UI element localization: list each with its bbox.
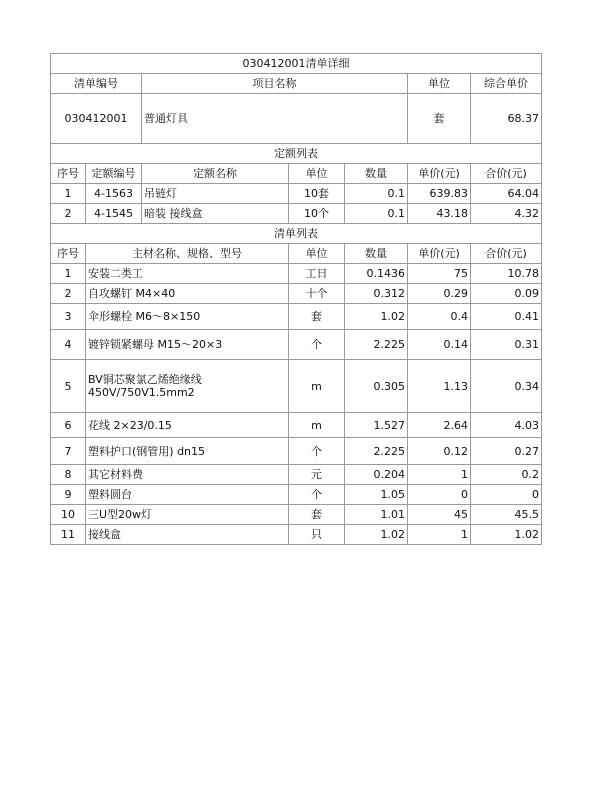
material-unit: 个 <box>289 438 345 465</box>
material-unit: 个 <box>289 330 345 360</box>
material-name: 伞形螺栓 M6～8×150 <box>86 304 289 330</box>
summary-header-price: 综合单价 <box>471 74 542 94</box>
quota-no: 1 <box>51 184 86 204</box>
material-total: 0.09 <box>471 284 542 304</box>
material-row <box>51 505 542 525</box>
material-no: 4 <box>51 330 86 360</box>
quota-unit: 10个 <box>289 204 345 224</box>
material-price: 1.13 <box>408 360 471 413</box>
materials-header-no: 序号 <box>51 244 86 264</box>
material-no: 2 <box>51 284 86 304</box>
material-qty: 0.204 <box>345 465 408 485</box>
material-total: 0 <box>471 485 542 505</box>
quota-header-price: 单价(元) <box>408 164 471 184</box>
material-name: 接线盒 <box>86 525 289 545</box>
quota-code: 4-1545 <box>86 204 142 224</box>
material-unit: 套 <box>289 505 345 525</box>
sheet-title: 030412001清单详细 <box>51 54 542 74</box>
summary-price: 68.37 <box>471 94 542 144</box>
material-price: 2.64 <box>408 413 471 438</box>
material-qty: 0.1436 <box>345 264 408 284</box>
material-unit: 元 <box>289 465 345 485</box>
material-row <box>51 525 542 545</box>
material-no: 1 <box>51 264 86 284</box>
material-qty: 0.312 <box>345 284 408 304</box>
quota-qty: 0.1 <box>345 184 408 204</box>
material-qty: 1.02 <box>345 304 408 330</box>
quota-unit: 10套 <box>289 184 345 204</box>
material-unit: m <box>289 413 345 438</box>
material-price: 1 <box>408 525 471 545</box>
material-price: 0.14 <box>408 330 471 360</box>
material-no: 8 <box>51 465 86 485</box>
material-name: 三U型20w灯 <box>86 505 289 525</box>
material-name: 花线 2×23/0.15 <box>86 413 289 438</box>
material-row <box>51 485 542 505</box>
material-name: 安装二类工 <box>86 264 289 284</box>
material-row <box>51 284 542 304</box>
materials-header-qty: 数量 <box>345 244 408 264</box>
quota-header-code: 定额编号 <box>86 164 142 184</box>
material-qty: 2.225 <box>345 438 408 465</box>
summary-name: 普通灯具 <box>142 94 408 144</box>
material-row <box>51 360 542 413</box>
material-price: 45 <box>408 505 471 525</box>
material-price: 0.4 <box>408 304 471 330</box>
material-unit: 套 <box>289 304 345 330</box>
bill-detail-table <box>50 53 542 545</box>
material-name: 镀锌锁紧螺母 M15～20×3 <box>86 330 289 360</box>
quota-header-qty: 数量 <box>345 164 408 184</box>
quota-no: 2 <box>51 204 86 224</box>
material-price: 0.12 <box>408 438 471 465</box>
material-qty: 0.305 <box>345 360 408 413</box>
material-total: 0.41 <box>471 304 542 330</box>
material-unit: 工日 <box>289 264 345 284</box>
summary-row <box>51 94 542 144</box>
quota-qty: 0.1 <box>345 204 408 224</box>
material-name: 其它材料费 <box>86 465 289 485</box>
quota-row <box>51 204 542 224</box>
material-row <box>51 264 542 284</box>
material-name: 塑料护口(钢管用) dn15 <box>86 438 289 465</box>
material-total: 0.27 <box>471 438 542 465</box>
quota-total: 64.04 <box>471 184 542 204</box>
quota-header-unit: 单位 <box>289 164 345 184</box>
quota-section-title: 定额列表 <box>51 144 542 164</box>
summary-header-row <box>51 74 542 94</box>
summary-header-unit: 单位 <box>408 74 471 94</box>
material-unit: 只 <box>289 525 345 545</box>
material-total: 45.5 <box>471 505 542 525</box>
material-total: 4.03 <box>471 413 542 438</box>
material-no: 5 <box>51 360 86 413</box>
material-unit: m <box>289 360 345 413</box>
material-row <box>51 438 542 465</box>
materials-header-row <box>51 244 542 264</box>
material-qty: 1.02 <box>345 525 408 545</box>
material-qty: 1.527 <box>345 413 408 438</box>
material-total: 1.02 <box>471 525 542 545</box>
summary-header-code: 清单编号 <box>51 74 142 94</box>
material-total: 0.2 <box>471 465 542 485</box>
material-unit: 十个 <box>289 284 345 304</box>
quota-price: 43.18 <box>408 204 471 224</box>
material-row <box>51 330 542 360</box>
materials-section-title: 清单列表 <box>51 224 542 244</box>
quota-code: 4-1563 <box>86 184 142 204</box>
material-name: 塑料圆台 <box>86 485 289 505</box>
material-no: 10 <box>51 505 86 525</box>
material-no: 7 <box>51 438 86 465</box>
quota-price: 639.83 <box>408 184 471 204</box>
quota-header-name: 定额名称 <box>142 164 289 184</box>
material-row <box>51 413 542 438</box>
material-qty: 2.225 <box>345 330 408 360</box>
summary-unit: 套 <box>408 94 471 144</box>
summary-code: 030412001 <box>51 94 142 144</box>
quota-header-total: 合价(元) <box>471 164 542 184</box>
material-unit: 个 <box>289 485 345 505</box>
material-name: BV铜芯聚氯乙烯绝缘线 450V/750V1.5mm2 <box>86 360 289 413</box>
material-name: 自攻螺钉 M4×40 <box>86 284 289 304</box>
material-total: 0.31 <box>471 330 542 360</box>
material-price: 0.29 <box>408 284 471 304</box>
material-price: 0 <box>408 485 471 505</box>
material-row <box>51 304 542 330</box>
material-no: 6 <box>51 413 86 438</box>
material-total: 10.78 <box>471 264 542 284</box>
materials-header-total: 合价(元) <box>471 244 542 264</box>
summary-header-name: 项目名称 <box>142 74 408 94</box>
quota-row <box>51 184 542 204</box>
material-price: 1 <box>408 465 471 485</box>
quota-total: 4.32 <box>471 204 542 224</box>
materials-header-price: 单价(元) <box>408 244 471 264</box>
material-qty: 1.01 <box>345 505 408 525</box>
materials-header-name: 主材名称、规格、型号 <box>86 244 289 264</box>
material-row <box>51 465 542 485</box>
material-total: 0.34 <box>471 360 542 413</box>
material-no: 3 <box>51 304 86 330</box>
quota-name: 暗装 接线盒 <box>142 204 289 224</box>
quota-header-row <box>51 164 542 184</box>
quota-header-no: 序号 <box>51 164 86 184</box>
material-no: 9 <box>51 485 86 505</box>
material-qty: 1.05 <box>345 485 408 505</box>
material-no: 11 <box>51 525 86 545</box>
material-price: 75 <box>408 264 471 284</box>
materials-header-unit: 单位 <box>289 244 345 264</box>
quota-name: 吊链灯 <box>142 184 289 204</box>
